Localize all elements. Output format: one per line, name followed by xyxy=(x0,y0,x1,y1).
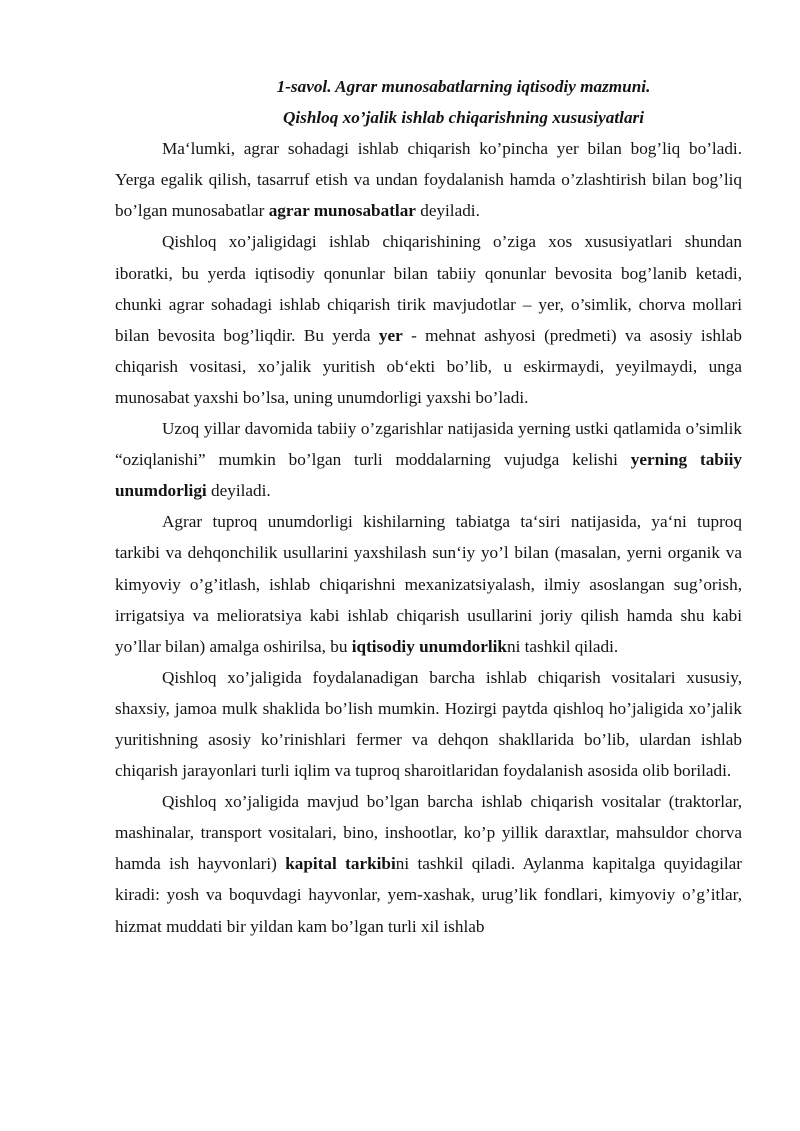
paragraph-2 xyxy=(115,226,742,413)
paragraph-text: ni tashkil qiladi. xyxy=(506,636,619,656)
paragraph-text: Agrar tuproq unumdorligi kishilarning tabiatga ta‘siri natijasida, ya‘ni tuproq tarkibi va dehqonchilik usullarini yaxshilash sun‘iy yo’l bilan (masalan, yerni organik va kimyoviy o’g’itlash, ishlab chiqarishni mexanizatsiyalash, ilmiy asoslangan sug’orish, irrigatsiya va melioratsiya kabi ishlab chiqarish usullarini joriy qilish hamda shu kabi yo’llar bilan) amalga oshirilsa, bu xyxy=(115,512,742,656)
paragraph-5 xyxy=(115,662,742,786)
bold-term: agrar munosabatlar xyxy=(268,201,416,221)
document-page xyxy=(115,71,742,942)
bold-term: kapital tarkibi xyxy=(285,854,396,874)
paragraph-text: ni tashkil qiladi. Aylanma kapitalga quyidagilar kiradi: yosh va boquvdagi hayvonlar, yem-xashak, urug’lik fondlari, kimyoviy o’g’itlar, hizmat muddati bir yildan kam bo’lgan turli xil ishlab xyxy=(115,854,742,936)
paragraph-6 xyxy=(115,786,742,941)
paragraph-text: deyiladi. xyxy=(206,481,271,501)
paragraph-3 xyxy=(115,413,742,506)
bold-term: yerning tabiiy unumdorligi xyxy=(115,450,742,501)
paragraph-text: deyiladi. xyxy=(415,201,480,221)
paragraph-text: - mehnat ashyosi (predmeti) va asosiy ishlab chiqarish vositasi, xo’jalik yuritish ob‘ekti bo’lib, u eskirmaydi, yeyilmaydi, unga munosabat yaxshi bo’lsa, uning unumdorligi yaxshi bo’ladi. xyxy=(115,325,742,407)
section-title: 1-savol. Agrar munosabatlarning iqtisodiy mazmuni. xyxy=(276,77,651,96)
paragraph-text: Qishloq xo’jaligida mavjud bo’lgan barcha ishlab chiqarish vositalar (traktorlar, mashinalar, transport vositalari, bino, inshootlar, ko’p yillik daraxtlar, mahsuldor chorva hamda ish hayvonlari) xyxy=(115,792,742,874)
bold-term: yer xyxy=(378,325,403,345)
paragraph-text: Qishloq xo’jaligida foydalanadigan barcha ishlab chiqarish vositalari xususiy, shaxsiy, jamoa mulk shaklida bo’lish mumkin. Hozirgi paytda qishloq ho’jaligida xo’jalik yuritishning asosiy ko’rinishlari fermer va dehqon shakllarida bo’lib, ulardan ishlab chiqarish jarayonlari turli iqlim va tuproq sharoitlaridan foydalanish asosida olib boriladi. xyxy=(115,667,742,781)
paragraph-text: Qishloq xo’jaligidagi ishlab chiqarishining o’ziga xos xususiyatlari shundan iboratki, bu yerda iqtisodiy qonunlar bilan tabiiy qonunlar bevosita bog’lanib ketadi, chunki agrar sohadagi ishlab chiqarish tirik mavjudotlar – yer, o’simlik, chorva mollari bilan bevosita bog’liqdir. Bu yerda xyxy=(115,232,742,345)
paragraph-text: Ma‘lumki, agrar sohadagi ishlab chiqarish ko’pincha yer bilan bog’liq bo’ladi. Yerga egalik qilish, tasarruf etish va undan foydalanish hamda o’zlashtirish bilan bog’liq bo’lgan munosabatlar xyxy=(115,139,742,221)
section-subtitle: Qishloq xo’jalik ishlab chiqarishning xususiyatlari xyxy=(282,108,645,128)
paragraph-text: Uzoq yillar davomida tabiiy o’zgarishlar natijasida yerning ustki qatlamida o’simlik “oziqlanishi” mumkin bo’lgan turli moddalarning vujudga kelishi xyxy=(115,419,742,470)
paragraph-4 xyxy=(115,506,742,661)
bold-term: iqtisodiy unumdorlik xyxy=(351,636,507,656)
paragraph-1 xyxy=(115,133,742,226)
